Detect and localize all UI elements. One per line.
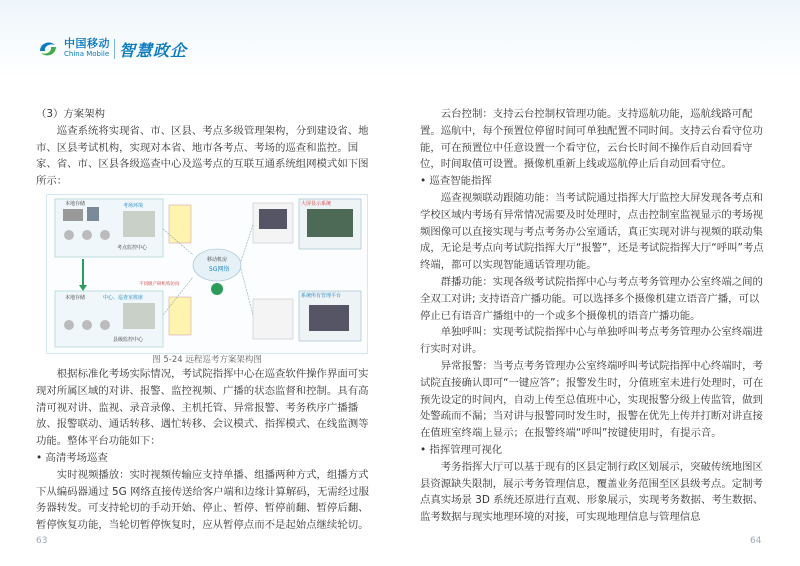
server-icon [63, 209, 83, 221]
monitor-icon [259, 209, 287, 229]
camera-icon [64, 230, 74, 240]
bullet-visual-command: • 指挥管理可视化 [420, 443, 503, 456]
camera-icon [100, 320, 110, 330]
single-call-paragraph: 单独呼叫：实现考试院指挥中心与单独呼叫考点考务管理办公室终端进行实时对讲。 [420, 326, 763, 356]
realtime-video-paragraph: 实时视频播放：实时视频传输应支持单播、组播两种方式，组播方式下从编码器通过 5G 网络直接传送给客户端和边缘计算解码，无需经过服务器转发。可支持轮切的手动开始、停止、暂停、暂停前翻、暂停后翻、暂停恢复功能，当轮切暂停恢复时，应从暂停点而不是起始点继续轮切。 [36, 468, 369, 532]
phone-box [253, 299, 293, 339]
page-header [0, 0, 800, 78]
big-screen-label: 大屏显示系统 [301, 200, 332, 207]
building-icon [123, 211, 155, 237]
logo-divider [114, 39, 115, 59]
network-cloud [193, 249, 241, 281]
exam-room-label: 考场环境 [123, 202, 144, 209]
intro-paragraph: 巡查系统将实现省、市、区县、考点多级管理架构，分到建设省、地市、区县考试机构，实现对本省、地市各考点、考场的巡查和监控。国家、省、市、区县各级巡查中心及巡考点的互联互通系统组网模式如下图所示： [36, 124, 369, 188]
link-line [241, 269, 253, 315]
store-top-label: 本地存储 [65, 200, 86, 207]
bullet-smart-command: • 巡查智能指挥 [420, 175, 492, 188]
visual-command-paragraph: 考务指挥大厅可以基于现有的区县定制行政区划展示，突破传统地图区县资源缺失限制，展示考务管理信息，覆盖业务范围至区县级考点。定制考点真实场景 3D 系统还原进行直观、形象展示，实现考务数据、考生数据、监考数据与现实地理环境的对接，可实现地理信息与管理信息 [420, 460, 764, 524]
district-center-label: 县级监控中心 [113, 336, 144, 343]
group-broadcast-paragraph: 群播功能：实现各级考试院指挥中心与考点考务管理办公室终端之间的全双工对讲; 支持语音广播功能。可以选择多个摄像机建立语音广播，可以停止已有语音广播组中的一个或多个摄像机的语音广播功能。 [420, 275, 763, 322]
platform-paragraph: 根据标准化考场实际情况，考试院指挥中心在巡查软件操作界面可实现对所属区域的对讲、报警、监控视频、广播的状态监督和控制。具有高清可视对讲、监视、录音录像、主机托管、异常报警、考务秩序广播播放、报警联动、通话转移、遇忙转移、会议模式、指挥模式、在线监测等功能。整体平台功能如下： [36, 367, 369, 448]
link-line [241, 225, 253, 261]
city-center-label: 中心、巡查室班席 [103, 294, 144, 301]
video-linkage-paragraph: 巡查视频联动跟随功能：当考试院通过指挥大厅监控大屏发现各考点和学校区域内考场有异常情况需要及时处理时，点击控制室监视显示的考场视频图像可以直接实现与考点考务办公室通话，真正实现对讲与视频的联动集成，无论是考点向考试院指挥大厅“报警”，还是考试院指挥大厅“呼叫”考点终端，都可以实现智能通话管理功能。 [420, 191, 764, 272]
platform-label: 系统所有管理平台 [301, 292, 342, 299]
camera-icon [100, 230, 110, 240]
bullet-hd-patrol: • 高清考场巡查 [36, 451, 108, 464]
nvr-icon [87, 207, 99, 221]
camera-icon [82, 230, 92, 240]
alarm-paragraph: 异常报警：当考点考务管理办公室终端呼叫考试院指挥中心终端时，考试院直接确认即可“一键应答”；报警发生时，分值班室未进行处理时，可在预先设定的时间内，自动上传至总值班中心，实现报警分级上传监管，做到处警疏而不漏；当对讲与报警同时发生时，报警在优先上传并打断对讲直接在值班室终端上显示；在报警终端“呼叫”按键使用时，有提示音。 [420, 359, 764, 440]
big-screen-image [307, 209, 353, 237]
architecture-diagram-svg [47, 195, 367, 353]
building-icon [123, 303, 155, 329]
brand-logo [36, 37, 187, 61]
slogan: 智慧政企 [119, 40, 188, 60]
edge-box [169, 297, 191, 335]
left-page-content [36, 106, 378, 534]
figure-caption: 图 5-24 远程巡考方案架构图 [152, 354, 262, 365]
brand-text [64, 38, 110, 60]
brand-cn: 中国移动 [64, 37, 110, 50]
section-heading: （3）方案架构 [36, 108, 105, 120]
vertical-note-label: 不同级产研机构访问 [139, 281, 180, 287]
china-mobile-logo-icon [36, 37, 60, 61]
ptz-paragraph: 云台控制：支持云台控制权管理功能。支持巡航功能，巡航线路可配置。巡航中，每个预置位停留时间可单独配置不同时间。支持云台看守位功能，可在预置位中任意设置一个看守位，云台长时间不操作后自动回看守位，时间取值可设置。摄像机重新上线或巡航停止后自动回看守位。 [420, 108, 763, 171]
brand-en: China Mobile [64, 50, 110, 58]
mobile-center-label: 移动机房 [207, 256, 228, 263]
camera-icon [82, 320, 92, 330]
exam-center-label: 考点监控中心 [117, 244, 148, 251]
store-bottom-label: 本地存储 [65, 294, 86, 301]
platform-image [309, 305, 349, 331]
5g-icon [211, 283, 223, 295]
right-page-content [420, 106, 766, 526]
architecture-diagram [46, 194, 368, 354]
camera-icon [64, 320, 74, 330]
net-5g-label: 5G网络 [209, 265, 230, 273]
page-number-left: 63 [36, 536, 48, 546]
page-number-right: 64 [750, 536, 762, 546]
arrow-head-icon [79, 285, 87, 291]
